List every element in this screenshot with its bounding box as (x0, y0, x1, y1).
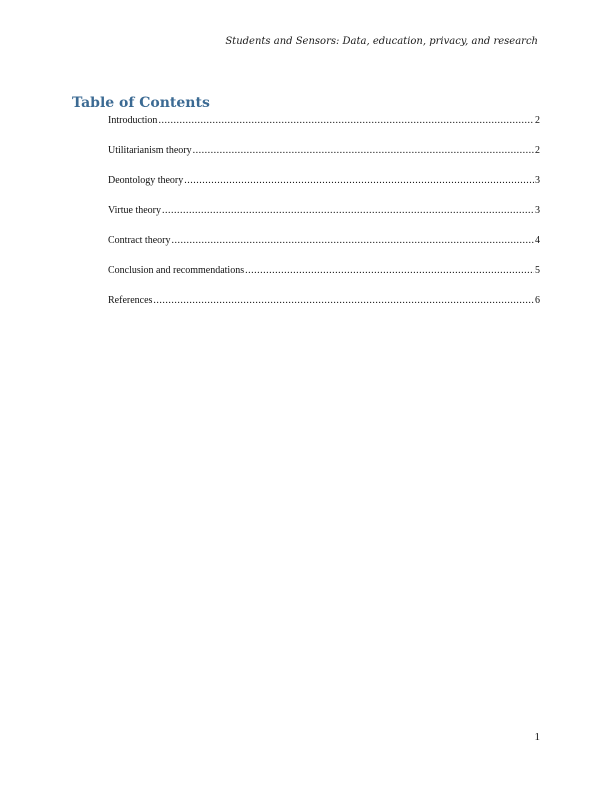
toc-entry-label: Deontology theory (108, 175, 184, 186)
toc-dot-leader (162, 205, 534, 216)
toc-entry-page: 3 (535, 175, 540, 186)
toc-entry-page: 2 (535, 115, 540, 126)
toc-list (108, 115, 540, 325)
toc-entry-deontology-theory[interactable] (108, 175, 540, 205)
toc-entry-page: 4 (535, 235, 540, 246)
toc-entry-label: Virtue theory (108, 205, 161, 216)
toc-title: Table of Contents (72, 95, 210, 111)
toc-entry-references[interactable] (108, 295, 540, 325)
toc-entry-label: References (108, 295, 153, 306)
toc-dot-leader (245, 265, 534, 276)
toc-entry-utilitarianism-theory[interactable] (108, 145, 540, 175)
toc-entry-label: Contract theory (108, 235, 171, 246)
toc-dot-leader (171, 235, 534, 246)
page-number: 1 (534, 731, 540, 743)
toc-dot-leader (184, 175, 534, 186)
toc-entry-page: 2 (535, 145, 540, 156)
toc-entry-page: 5 (535, 265, 540, 276)
running-header: Students and Sensors: Data, education, privacy, and research (225, 36, 538, 47)
toc-entry-conclusion-and-recommendations[interactable] (108, 265, 540, 295)
toc-entry-page: 3 (535, 205, 540, 216)
toc-dot-leader (153, 295, 534, 306)
toc-entry-page: 6 (535, 295, 540, 306)
toc-entry-virtue-theory[interactable] (108, 205, 540, 235)
toc-entry-contract-theory[interactable] (108, 235, 540, 265)
toc-dot-leader (158, 115, 534, 126)
toc-entry-label: Introduction (108, 115, 158, 126)
toc-entry-introduction[interactable] (108, 115, 540, 145)
toc-entry-label: Conclusion and recommendations (108, 265, 245, 276)
toc-dot-leader (193, 145, 534, 156)
toc-entry-label: Utilitarianism theory (108, 145, 192, 156)
